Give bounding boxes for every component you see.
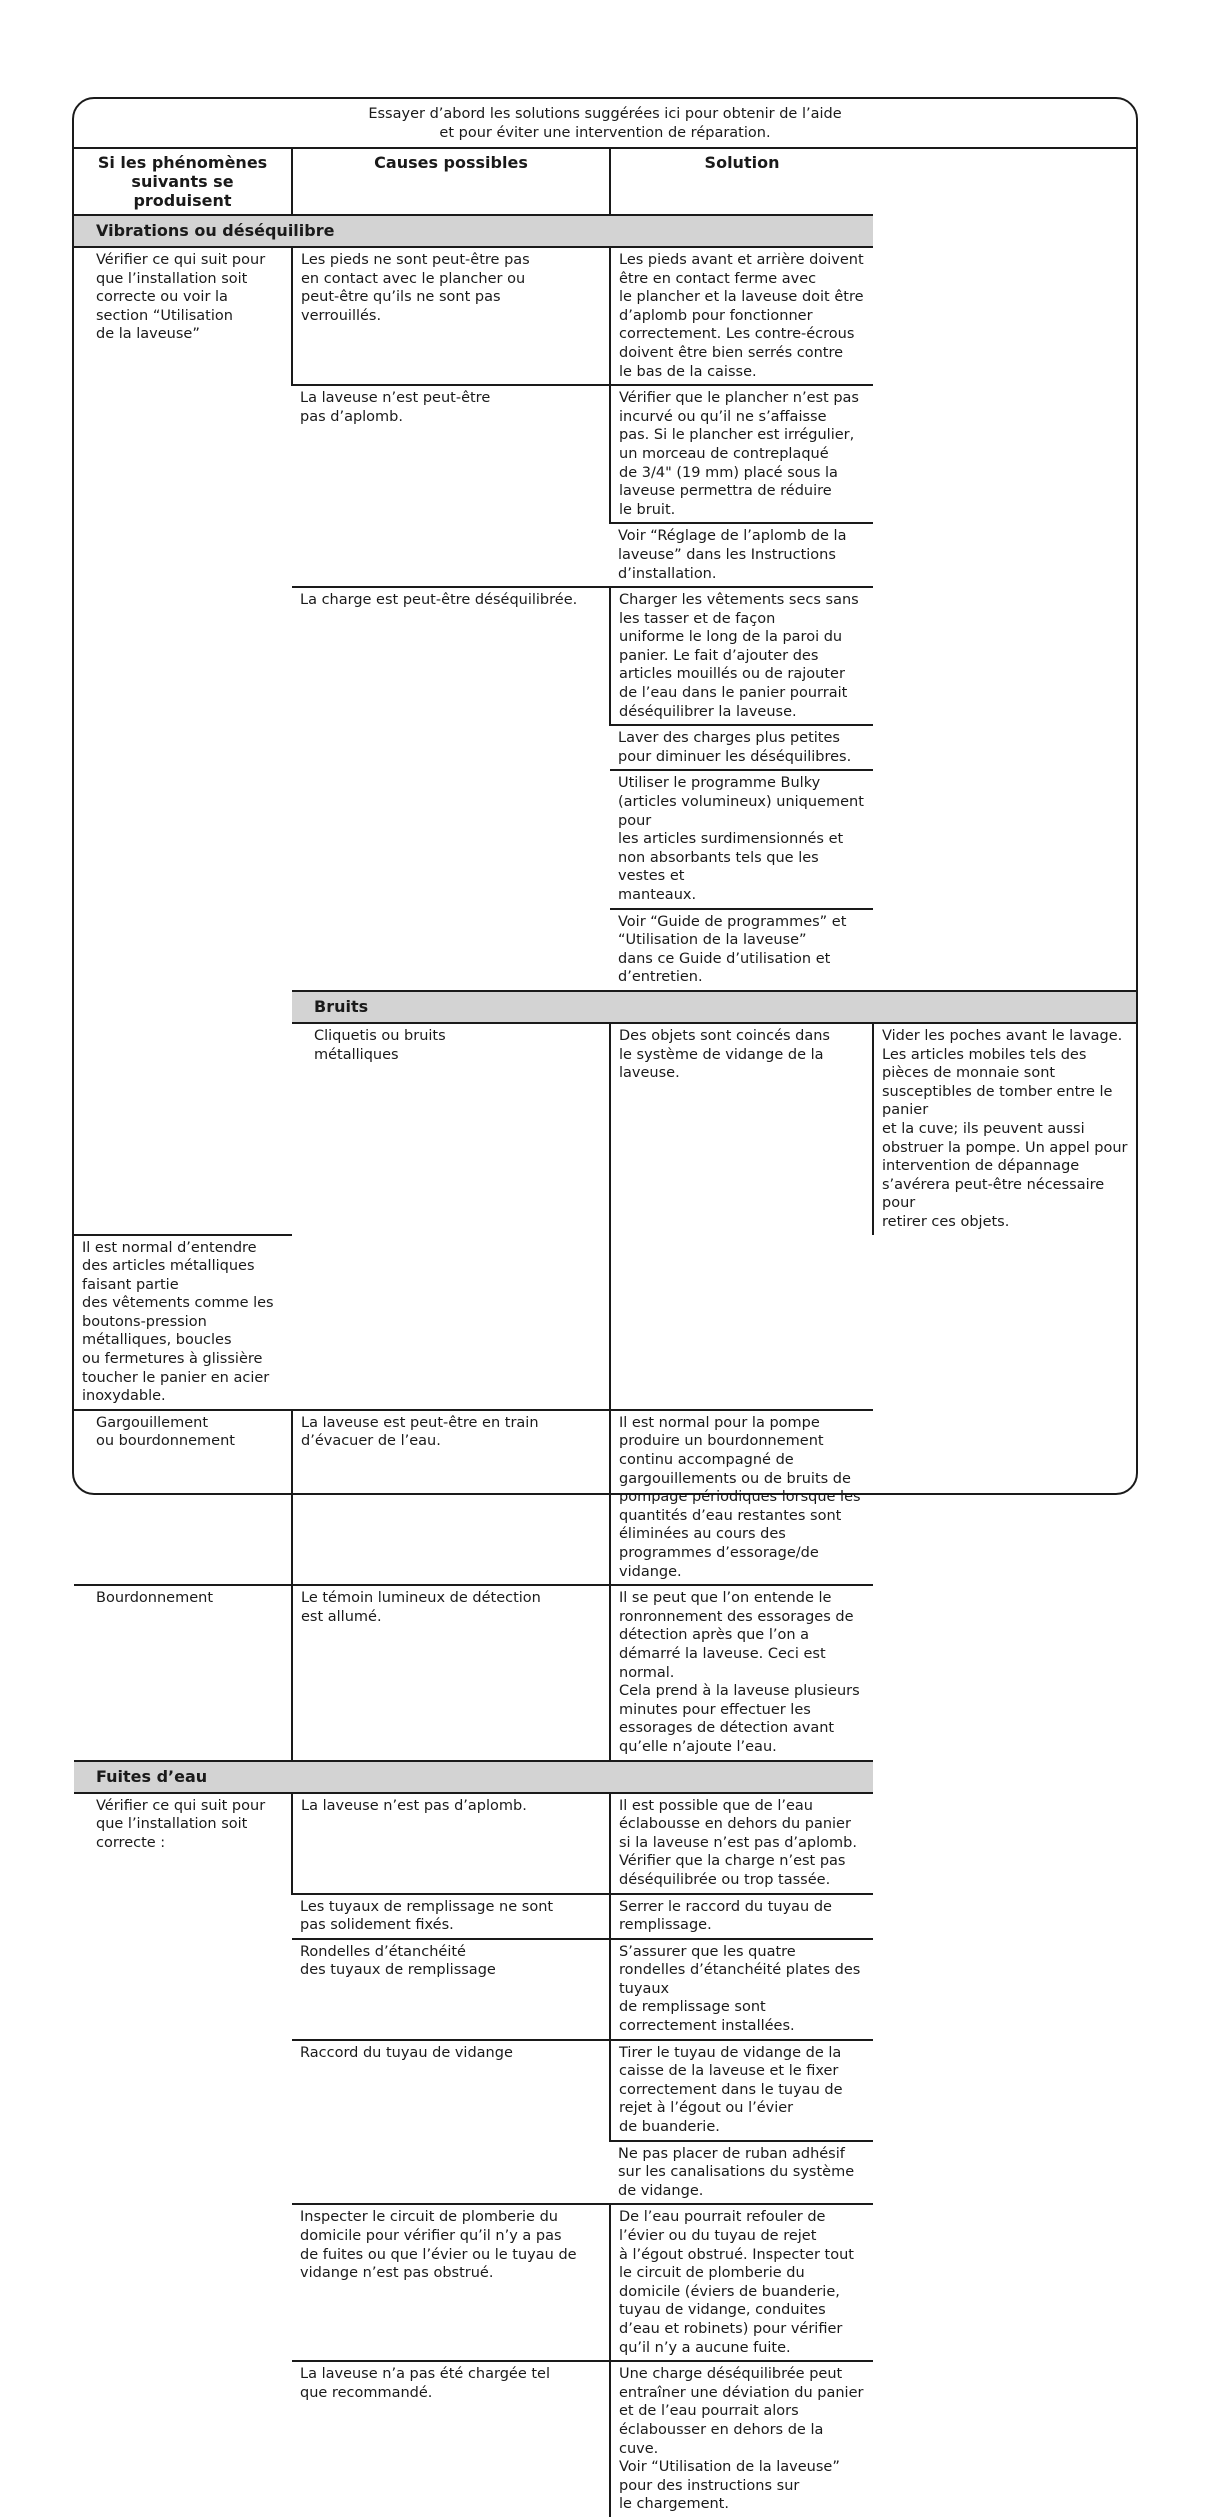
intro-line: et pour éviter une intervention de réparation. [439,125,771,141]
text-line: d’installation. [618,565,717,582]
text-line: peut-être qu’ils ne sont pas [301,289,501,306]
text-line: Vérifier ce qui suit pour [96,252,266,268]
text-line: de remplissage sont correctement installées. [619,1999,795,2035]
text-line: correctement. Les contre-écrous doivent être bien serrés contre [619,326,855,361]
text-line: section “Utilisation [96,307,233,324]
symptom-cell [74,1585,292,1760]
text-line: La laveuse n’est peut-être [300,390,491,407]
text-line: Vérifier que le plancher n’est pas incurvé ou qu’il ne s’affaisse [619,390,859,425]
text-line: Une charge déséquilibrée peut entraîner une déviation du panier [619,2366,864,2401]
text-line: Cela prend à la laveuse plusieurs minutes pour effectuer les [619,1683,860,1718]
solution-cell [610,587,873,725]
text-line: verrouillés. [301,307,382,324]
cause-cell [292,1793,610,1894]
text-line: Ne pas placer de ruban adhésif sur les canalisations du système [618,2145,855,2181]
text-line: pas solidement fixés. [300,1917,454,1934]
text-line: le système de vidange de la laveuse. [619,1046,824,1082]
symptom-cell [74,1793,292,2517]
text-line: articles mouillés ou de rajouter de l’eau dans le panier pourrait [619,666,848,702]
text-line: La laveuse n’a pas été chargée tel [300,2366,550,2383]
text-line: éliminées au cours des programmes d’essorage/de vidange. [619,1526,819,1580]
text-line: ou fermetures à glissière toucher le panier en acier inoxydable. [82,1351,270,1405]
text-line: Il se peut que l’on entende le ronronnement des essorages de [619,1590,854,1625]
section-title-bruits: Bruits [292,991,1136,1023]
text-line: que recommandé. [300,2384,433,2401]
text-line: continu accompagné de gargouillements ou de bruits de [619,1452,851,1487]
text-line: pas d’aplomb. [300,408,403,425]
text-line: Les pieds avant et arrière doivent être en contact ferme avec [619,252,864,287]
text-line: domicile pour vérifier qu’il n’y a pas [300,2228,562,2244]
text-line: manteaux. [618,887,697,903]
table-row [74,1410,1136,1585]
cause-cell [292,1585,610,1760]
solution-cell [610,725,873,770]
solution-cell [610,2204,873,2361]
text-line: Gargouillement [96,1414,209,1431]
troubleshooting-table-frame [72,97,1138,2513]
text-line: d’évacuer de l’eau. [301,1433,441,1450]
text-line: de fuites ou que l’évier ou le tuyau de [300,2246,577,2263]
table-row [74,247,1136,385]
text-line: métalliques [314,1046,399,1063]
text-line: Voir “Utilisation de la laveuse” pour des instructions sur [619,2459,840,2494]
text-line: Utiliser le programme Bulky (articles volumineux) uniquement pour [618,775,864,829]
text-line: Vider les poches avant le lavage. Les articles mobiles tels des [882,1027,1123,1063]
text-line: de 3/4" (19 mm) placé sous la laveuse permettra de réduire [619,464,838,500]
text-line: intervention de dépannage s’avérera peut-être nécessaire pour [882,1158,1105,1212]
text-line: Raccord du tuyau de vidange [300,2044,513,2061]
text-line: essorages de détection avant qu’elle n’ajoute l’eau. [619,1720,835,1755]
text-line: Les pieds ne sont peut-être pas [301,252,530,268]
header-solution: Solution [610,149,873,215]
solution-cell [610,2040,873,2141]
text-line: détection après que l’on a démarré la laveuse. Ceci est normal. [619,1627,826,1681]
text-line: La charge est peut-être déséquilibrée. [300,592,578,609]
cause-cell [292,2204,610,2361]
text-line: Serrer le raccord du tuyau de remplissage. [619,1898,832,1934]
section-title-vibrations: Vibrations ou déséquilibre [74,215,873,247]
text-line: Vérifier ce qui suit pour [96,1797,266,1814]
intro-line: Essayer d’abord les solutions suggérées ici pour obtenir de l’aide [368,106,842,122]
text-line: Bourdonnement [96,1590,214,1607]
header-cause: Causes possibles [292,149,610,215]
text-line: correctement dans le tuyau de rejet à l’égout ou l’évier [619,2081,843,2117]
text-line: de vidange. [618,2182,704,2199]
solution-cell [610,2361,873,2517]
text-line: Les tuyaux de remplissage ne sont [300,1898,554,1915]
cause-cell [292,2361,610,2517]
section-row-fuites [74,1761,1136,1793]
text-line: domicile (éviers de buanderie, tuyau de vidange, conduites [619,2283,840,2319]
intro-note [74,99,1136,149]
text-line: De l’eau pourrait refouler de l’évier ou du tuyau de rejet [619,2209,826,2244]
cause-cell [610,1023,873,1410]
text-line: Le témoin lumineux de détection [301,1590,541,1607]
text-line: retirer ces objets. [882,1213,1010,1230]
text-line: Voir “Réglage de l’aplomb de la laveuse” dans les Instructions [618,528,847,563]
text-line: de buanderie. [619,2119,720,2136]
table-row [74,1585,1136,1760]
text-line: La laveuse n’est pas d’aplomb. [301,1797,527,1814]
text-line: Laver des charges plus petites pour diminuer les déséquilibres. [618,730,852,765]
symptom-cell [292,1023,610,1410]
solution-cell [610,770,873,908]
solution-cell [610,1939,873,2040]
solution-cell [610,1894,873,1939]
text-line: pompage périodiques lorsque les quantités d’eau restantes sont [619,1489,861,1524]
table-row [74,1793,1136,1894]
text-line: des vêtements comme les boutons-pression métalliques, boucles [82,1295,274,1349]
text-line: que l’installation soit [96,1816,248,1833]
section-row-vibrations [74,215,1136,247]
text-line: Rondelles d’étanchéité [300,1943,466,1960]
solution-cell [610,909,873,991]
symptom-cell [74,1410,292,1585]
text-line: uniforme le long de la paroi du panier. Le fait d’ajouter des [619,629,843,664]
text-line: Charger les vêtements secs sans les tasser et de façon [619,592,859,627]
text-line: Voir “Guide de programmes” et “Utilisation de la laveuse” [618,913,847,949]
text-line: est allumé. [301,1608,382,1625]
text-line: le bas de la caisse. [619,363,757,380]
cause-cell [292,1939,610,2040]
symptom-cell [74,247,292,1235]
header-row [74,149,1136,215]
text-line: vidange n’est pas obstrué. [300,2265,494,2282]
text-line: en contact avec le plancher ou [301,270,526,287]
section-title-fuites: Fuites d’eau [74,1761,873,1793]
text-line: ou bourdonnement [96,1433,235,1450]
text-line: S’assurer que les quatre rondelles d’étanchéité plates des tuyaux [619,1943,861,1997]
text-line: Il est possible que de l’eau éclabousse en dehors du panier [619,1797,851,1833]
text-line: Inspecter le circuit de plomberie du [300,2209,558,2226]
solution-cell [610,1793,873,1894]
cause-cell [292,1410,610,1585]
cause-cell [292,1894,610,1939]
cause-cell [292,385,610,587]
solution-cell [74,1235,292,1410]
text-line: pièces de monnaie sont susceptibles de tomber entre le panier [882,1065,1113,1119]
text-line: Il est normal d’entendre des articles métalliques faisant partie [82,1239,257,1293]
cause-cell [292,2040,610,2205]
text-line: Cliquetis ou bruits [314,1027,446,1044]
solution-cell [610,385,873,523]
text-line: à l’égout obstrué. Inspecter tout le circuit de plomberie du [619,2246,854,2282]
text-line: le plancher et la laveuse doit être d’aplomb pour fonctionner [619,289,864,324]
solution-cell [873,1023,1136,1235]
text-line: que l’installation soit [96,270,248,287]
solution-cell [610,523,873,587]
text-line: La laveuse est peut-être en train [301,1414,539,1431]
text-line: correcte ou voir la [96,289,228,306]
text-line: le bruit. [619,501,676,518]
text-line: Il est normal pour la pompe produire un bourdonnement [619,1414,824,1450]
text-line: et de l’eau pourrait alors éclabousser en dehors de la cuve. [619,2403,824,2457]
solution-cell [610,1585,873,1760]
text-line: si la laveuse n’est pas d’aplomb. Vérifier que la charge n’est pas [619,1834,857,1870]
text-line: déséquilibrer la laveuse. [619,703,797,720]
text-line: le chargement. [619,2496,729,2513]
text-line: et la cuve; ils peuvent aussi obstruer la pompe. Un appel pour [882,1120,1128,1156]
troubleshooting-table [74,149,1136,2517]
text-line: de la laveuse” [96,326,200,343]
text-line: pas. Si le plancher est irrégulier, un morceau de contreplaqué [619,427,855,462]
solution-cell [610,247,873,385]
text-line: correcte : [96,1834,166,1851]
solution-cell [610,2141,873,2205]
cause-cell [292,587,610,991]
text-line: Tirer le tuyau de vidange de la caisse de la laveuse et le fixer [619,2044,842,2080]
text-line: d’eau et robinets) pour vérifier qu’il n’y a aucune fuite. [619,2320,843,2356]
text-line: déséquilibrée ou trop tassée. [619,1871,831,1888]
text-line: des tuyaux de remplissage [300,1962,496,1979]
text-line: les articles surdimensionnés et non absorbants tels que les vestes et [618,831,844,885]
text-line: Des objets sont coincés dans [619,1027,830,1044]
cause-cell [292,247,610,385]
header-symptom: Si les phénomènes suivants se produisent [97,153,268,210]
text-line: dans ce Guide d’utilisation et d’entretien. [618,950,831,986]
solution-cell [610,1410,873,1585]
